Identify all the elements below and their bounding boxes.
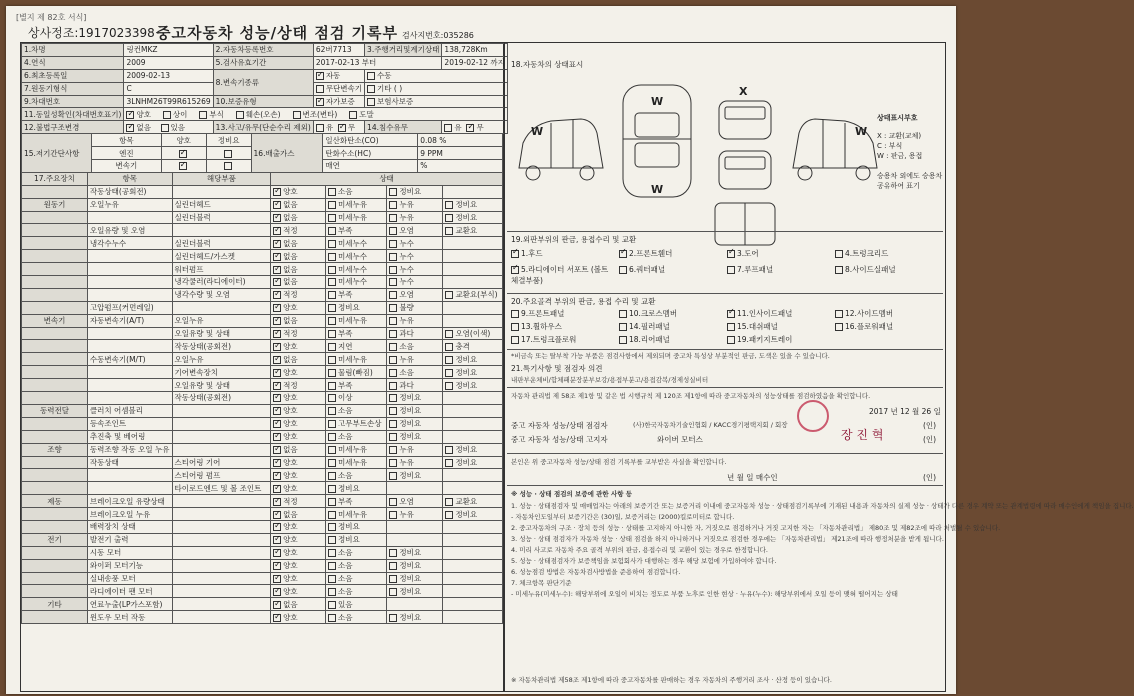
checkbox <box>328 394 336 402</box>
checkbox <box>273 601 281 609</box>
checkbox <box>328 317 336 325</box>
table-row: 윈도우 모터 작동 ✓ 양호 소음 정비요 <box>22 611 503 624</box>
receipt-section: 본인은 위 중고자동차 성능/상태 점검 기록부를 교부받은 사실을 확인합니다. 년 월 일 매수인 (인) <box>507 453 943 486</box>
table-row: 브레이크오일 누유 ✓ 없음 미세누유 누유 정비요 <box>22 508 503 521</box>
guide-item: 7. 체크항목 판단기준 <box>511 579 572 587</box>
checkbox <box>445 330 453 338</box>
checkbox <box>328 511 336 519</box>
checkbox <box>273 227 281 235</box>
checkbox <box>273 420 281 428</box>
checkbox <box>273 382 281 390</box>
table-row: 작동상태(공회전) ✓ 양호 이상 정비요 <box>22 392 503 405</box>
checkbox <box>389 446 397 454</box>
basic-row: 1.차명 링컨MKZ 2.자동차등록번호 62버7713 3.주행거리및계기상태 138,728Km <box>22 44 508 57</box>
checkbox <box>328 291 336 299</box>
checkbox <box>273 214 281 222</box>
checkbox <box>273 472 281 480</box>
basic-row: 7.원동기형식 C 무단변속기 기타 ( ) <box>22 82 508 95</box>
checkbox <box>445 343 453 351</box>
table-row: 실린더블럭 ✓ 없음 미세누유 누유 정비요 <box>22 211 503 224</box>
identity-row: 11.동일성확인(차대번호표기) ✓ 양호 상이 부식 훼손(오손) 변조(변타) 도말 <box>22 108 508 121</box>
mark-w: W <box>855 125 868 138</box>
table-row: 고압펌프(커먼레일) ✓ 양호 정비요 불량 <box>22 301 503 314</box>
checkbox <box>328 588 336 596</box>
checkbox <box>328 562 336 570</box>
checkbox <box>316 98 324 106</box>
checkbox <box>273 394 281 402</box>
checkbox <box>389 188 397 196</box>
signature-section: 자동차 관리법 제 58조 제1항 및 같은 법 시행규칙 제 120조 제1항에 따라 중고자동차의 성능상태를 점검하였음을 확인합니다. 2017 년 12 월 26 일 중고 자동차 성능/상태 점검자 (사)한국자동차기술인협회 / KACC경기평택지회 / 회장 중고 자동차 성능/상태 고지자 와이버 모터스 장 진 혁 (인) (인) <box>507 387 943 454</box>
summary-table: 15.저기간단사항 항목 양호 정비요 16.배출가스 일산화탄소(CO) 0.08 % 엔진 ✓ 탄화수소(HC) 9 PPM 변속기 ✓ 매연 % <box>21 133 503 173</box>
checkbox <box>445 214 453 222</box>
checkbox <box>328 343 336 351</box>
main-device-table: 17.주요장치 항목 해당부품 상태 작동상태(공회전) ✓ 양호 소음 정비요 원동기 오일누유 실린더헤드 ✓ 없음 미세누유 누유 정비요 실린더블럭 ✓ 없음 미세누유 누유 정비요 오일유량 및 오염 ✓ 적정 부족 오염 교환요 냉각수누수 실린더블럭 ✓ 없음 미세누수 누수 실린더헤드/가스켓 ✓ 없음 미세누수 누수 워터펌프 ✓ 없음 미세누수 누수 냉각쿨러(라디에이터) ✓ 없음 미세누수 누수 냉각수량 및 오염 ✓ 적정 부족 오염 교환요(부식) 고압펌프(커먼레일) ✓ 양호 정비요 불량 변속기 자동변속기(A/T) 오일누유 ✓ 없음 미세누유 누유 오일유량 및 상태 ✓ 적정 부족 과다 오염(이색) 작동상태(공회전) ✓ 양호 지연 소음 충격 수동변속기(M/T) 오일누유 ✓ 없음 미세누유 누유 정비요 기어변속장치 ✓ 양호 물림(빠짐) 소음 정비요 오일유량 및 상태 ✓ 적정 부족 과다 정비요 작동상태(공회전) ✓ 양호 이상 정비요 동력전달 클러치 어셈블리 ✓ 양호 소음 정비요 등속조인트 ✓ 양호 고무부트손상 정비요 추진축 및 베어링 ✓ 양호 소음 정비요 조향 동력조향 작동 오일 누유 ✓ 없음 미세누유 누유 정비요 작동상태 스티어링 기어 ✓ 양호 미세누유 누유 정비요 스티어링 펌프 ✓ 양호 소음 정비요 타이로드엔드 및 볼 조인트 ✓ 양호 정비요 제동 브레이크오일 유량상태 ✓ 적정 부족 오염 교환요 브레이크오일 누유 ✓ 없음 미세누유 누유 정비요 배력장치 상태 ✓ 양호 정비요 전기 발전기 출력 ✓ 양호 정비요 시동 모터 ✓ 양호 소음 정비요 와이퍼 모터기능 ✓ 양호 소음 정비요 실내송풍 모터 ✓ 양호 소음 정비요 라디에이터 팬 모터 ✓ 양호 소음 정비요 기타 연료누출(LP가스포함) ✓ 없음 있음 윈도우 모터 작동 ✓ 양호 소음 정비요 <box>21 172 503 624</box>
checkbox <box>389 214 397 222</box>
mark-w: W <box>531 125 544 138</box>
checkbox <box>389 356 397 364</box>
guide-section: ※ 성능 · 상태 점검의 보증에 관한 사항 등 1. 성능 · 상태점검자 및 매매업자는 아래의 보증기간 또는 보증거리 이내에 중고자동차 성능 · 상태점검기록부에 기재된 내용과 자동차의 실제 성능 · 상태가 다른 경우 계약 또는 관계법령에 따라 매수인에게 책임을 집니다. - 자동차인도일부터 보증기간은 (30)일, 보증거리는 (2000)킬로미터로 합니다. 2. 중고자동차의 구조 · 장치 등의 성능 · 상태를 고지하지 아니한 자, 거짓으로 점검하거나 거짓 고지한 자는 「자동차관리법」 제80조 및 제82조에 따라 처벌될 수 있습니다. 3. 성능 · 상태 점검자가 자동차 성능 · 상태 점검을 하지 아니하거나 거짓으로 점검한 경우에는 「자동차관리법」 제21조에 따라 행정처분을 받게 됩니다. 4. 미리 사고로 자동차 주요 골격 부위의 판금, 용접수리 및 교환이 있는 경우로 한정합니다. 5. 성능 · 상태점검자가 보증책임을 보험회사가 대행하는 경우 해당 보험에 가입하여야 합니다. 6. 성능점검 방법은 자동차검사방법을 준용하여 점검합니다. 7. 체크항목 판단기준 - 미세누유(미세누수): 해당부위에 오일이 비치는 정도로 부품 노후로 인한 현상 · 누유(누수): 해당부위에서 오일 등이 맺혀 떨어지는 상태 ※ 자동차관리법 제58조 제1항에 따라 중고자동차를 판매하는 경우 자동차의 주행거리 조사 · 산정 등이 있습니다. <box>507 485 943 692</box>
checkbox <box>273 498 281 506</box>
table-row: 동력전달 클러치 어셈블리 ✓ 양호 소음 정비요 <box>22 404 503 417</box>
checkbox <box>328 214 336 222</box>
checkbox <box>328 601 336 609</box>
table-row: 와이퍼 모터기능 ✓ 양호 소음 정비요 <box>22 559 503 572</box>
checkbox <box>273 266 281 274</box>
checkbox <box>389 498 397 506</box>
checkbox <box>273 343 281 351</box>
table-row: 냉각쿨러(라디에이터) ✓ 없음 미세누수 누수 <box>22 276 503 289</box>
checkbox <box>389 304 397 312</box>
table-row: 오일유량 및 상태 ✓ 적정 부족 과다 정비요 <box>22 379 503 392</box>
checkbox <box>445 201 453 209</box>
table-row: 기어변속장치 ✓ 양호 물림(빠짐) 소음 정비요 <box>22 366 503 379</box>
checkbox <box>389 511 397 519</box>
table-row: 기타 연료누출(LP가스포함) ✓ 없음 있음 <box>22 598 503 611</box>
checkbox <box>389 407 397 415</box>
table-row: 오일유량 및 상태 ✓ 적정 부족 과다 오염(이색) <box>22 327 503 340</box>
checkbox <box>273 562 281 570</box>
checkbox <box>389 369 397 377</box>
checkbox <box>389 278 397 286</box>
checkbox <box>389 382 397 390</box>
checkbox <box>328 446 336 454</box>
table-row: 배력장치 상태 ✓ 양호 정비요 <box>22 520 503 533</box>
table-row: 등속조인트 ✓ 양호 고무부트손상 정비요 <box>22 417 503 430</box>
table-row: 타이로드엔드 및 볼 조인트 ✓ 양호 정비요 <box>22 482 503 495</box>
official-seal <box>797 400 829 432</box>
date: 2017 년 12 월 26 일 <box>869 407 941 416</box>
checkbox <box>328 240 336 248</box>
right-panel <box>504 42 1134 692</box>
checkbox <box>328 420 336 428</box>
checkbox <box>445 498 453 506</box>
diagram-title: 18.자동차의 상태표시 <box>511 60 584 69</box>
table-row: 원동기 오일누유 실린더헤드 ✓ 없음 미세누유 누유 정비요 <box>22 198 503 211</box>
legend: 상태표시부호 X : 교환(교체) C : 부식 W : 판금, 용접 승용차 외에도 승용차 공유하여 표기 <box>877 114 943 190</box>
checkbox <box>273 523 281 531</box>
checkbox <box>273 407 281 415</box>
table-row: 오일유량 및 오염 ✓ 적정 부족 오염 교환요 <box>22 224 503 237</box>
checkbox <box>389 253 397 261</box>
checkbox <box>389 330 397 338</box>
inspection-form <box>6 6 1134 694</box>
checkbox <box>445 382 453 390</box>
table-row: 작동상태(공회전) ✓ 양호 지연 소음 충격 <box>22 340 503 353</box>
guide-item: 5. 성능 · 상태점검자가 보증책임을 보험회사가 대행하는 경우 해당 보험에 가입하여야 합니다. <box>511 557 777 565</box>
checkbox <box>445 446 453 454</box>
checkbox <box>328 407 336 415</box>
checkbox <box>273 549 281 557</box>
mark-w: W <box>651 95 664 108</box>
car-diagram <box>511 73 881 249</box>
mark-x: X <box>739 85 748 98</box>
basic-row: 9.차대번호 3LNHM26T99R615269 10.보증유형 ✓ 자가보증 보험사보증 <box>22 95 508 108</box>
table-row: 작동상태 스티어링 기어 ✓ 양호 미세누유 누유 정비요 <box>22 456 503 469</box>
table-row: 조향 동력조향 작동 오일 누유 ✓ 없음 미세누유 누유 정비요 <box>22 443 503 456</box>
checkbox <box>273 485 281 493</box>
checkbox <box>328 266 336 274</box>
checkbox <box>273 188 281 196</box>
checkbox <box>328 201 336 209</box>
cert-number: 검사지번호:035286 <box>402 31 474 40</box>
checkbox <box>273 369 281 377</box>
table-row: 워터펌프 ✓ 없음 미세누수 누수 <box>22 263 503 276</box>
checkbox <box>328 614 336 622</box>
checkbox <box>389 549 397 557</box>
guide-item: 4. 미리 사고로 자동차 주요 골격 부위의 판금, 용접수리 및 교환이 있는 경우로 한정합니다. <box>511 546 768 554</box>
checkbox <box>273 356 281 364</box>
checkbox <box>273 511 281 519</box>
modification-row: 12.불법구조변경 ✓ 없음 있음 13.사고/유무(단순수리 제외) 유 ✓ 무 14.침수유무 유 ✓ 무 <box>22 121 508 134</box>
checkbox <box>389 614 397 622</box>
table-row: 냉각수누수 실린더블럭 ✓ 없음 미세누수 누수 <box>22 237 503 250</box>
checkbox <box>389 266 397 274</box>
checkbox <box>273 459 281 467</box>
checkbox <box>273 317 281 325</box>
checkbox <box>389 343 397 351</box>
checkbox <box>328 575 336 583</box>
checkbox <box>273 614 281 622</box>
checkbox <box>328 278 336 286</box>
table-row: 추진축 및 베어링 ✓ 양호 소음 정비요 <box>22 430 503 443</box>
checkbox <box>273 291 281 299</box>
checkbox <box>316 72 324 80</box>
checkbox <box>273 433 281 441</box>
checkbox <box>273 240 281 248</box>
checkbox <box>328 459 336 467</box>
checkbox <box>273 446 281 454</box>
checkbox <box>389 433 397 441</box>
checkbox <box>389 317 397 325</box>
checkbox <box>389 201 397 209</box>
left-panel <box>20 42 504 692</box>
checkbox <box>445 291 453 299</box>
checkbox <box>367 85 375 93</box>
checkbox <box>273 536 281 544</box>
checkbox <box>389 472 397 480</box>
checkbox <box>389 562 397 570</box>
table-row: 수동변속기(M/T) 오일누유 ✓ 없음 미세누유 누유 정비요 <box>22 353 503 366</box>
checkbox <box>445 227 453 235</box>
checkbox <box>328 485 336 493</box>
checkbox <box>389 588 397 596</box>
checkbox <box>273 588 281 596</box>
table-row: 실내송풍 모터 ✓ 양호 소음 정비요 <box>22 572 503 585</box>
checkbox <box>389 459 397 467</box>
guide-item: - 미세누유(미세누수): 해당부위에 오일이 비치는 정도로 부품 노후로 인한 현상 · 누유(누수): 해당부위에서 오일 등이 맺혀 떨어지는 상태 <box>511 590 898 598</box>
table-row: 전기 발전기 출력 ✓ 양호 정비요 <box>22 533 503 546</box>
checkbox <box>389 291 397 299</box>
checkbox <box>328 369 336 377</box>
checkbox <box>389 240 397 248</box>
guide-item: 1. 성능 · 상태점검자 및 매매업자는 아래의 보증기간 또는 보증거리 이내에 중고자동차 성능 · 상태점검기록부에 기재된 내용과 자동차의 실제 성능 · 상태가 다른 경우 계약 또는 관계법령에 따라 매수인에게 책임을 집니다. <box>511 502 1134 510</box>
section-20: 20.주요골격 부위의 판금, 용접 수리 및 교환 9.프론트패널 10.크로스멤버 ✓ 11.인사이드패널 12.사이드멤버 13.휠하우스 14.필러패널 15.대쉬패널 16.플로워패널 17.트렁크플로워 18.리어패널 19.패키지트레이 <box>507 293 943 350</box>
checkbox <box>328 356 336 364</box>
checkbox <box>328 382 336 390</box>
guide-item: 6. 성능점검 방법은 자동차검사방법을 준용하여 점검합니다. <box>511 568 681 576</box>
checkbox <box>328 188 336 196</box>
checkbox <box>328 227 336 235</box>
checkbox <box>389 227 397 235</box>
checkbox <box>328 498 336 506</box>
checkbox <box>328 536 336 544</box>
form-number: [별지 제 82호 서식] <box>16 13 87 22</box>
checkbox <box>273 330 281 338</box>
checkbox <box>328 433 336 441</box>
table-row: 작동상태(공회전) ✓ 양호 소음 정비요 <box>22 185 503 198</box>
checkbox <box>316 85 324 93</box>
table-row: 제동 브레이크오일 유량상태 ✓ 적정 부족 오염 교환요 <box>22 495 503 508</box>
checkbox <box>445 459 453 467</box>
basic-row: 4.연식 2009 5.검사유효기간 2017-02-13 부터 2019-02-12 까지 <box>22 56 508 69</box>
guide-item: 2. 중고자동차의 구조 · 장치 등의 성능 · 상태를 고지하지 아니한 자, 거짓으로 점검하거나 거짓 고지한 자는 「자동차관리법」 제80조 및 제82조에 따라 처벌될 수 있습니다. <box>511 524 1001 532</box>
table-row: 변속기 자동변속기(A/T) 오일누유 ✓ 없음 미세누유 누유 <box>22 314 503 327</box>
mark-w: W <box>651 183 664 196</box>
basic-row: 6.최초등록일 2009-02-13 8.변속기종류 ✓자동 수동 <box>22 69 508 82</box>
table-row: 라디에이터 팬 모터 ✓ 양호 소음 정비요 <box>22 585 503 598</box>
page-title: 중고자동차 성능/상태 점검 기록부 <box>156 24 399 42</box>
table-row: 냉각수량 및 오염 ✓ 적정 부족 오염 교환요(부식) <box>22 288 503 301</box>
checkbox <box>389 394 397 402</box>
checkbox <box>328 523 336 531</box>
table-row: 스티어링 펌프 ✓ 양호 소음 정비요 <box>22 469 503 482</box>
checkbox <box>328 549 336 557</box>
checkbox <box>389 420 397 428</box>
table-row: 시동 모터 ✓ 양호 소음 정비요 <box>22 546 503 559</box>
checkbox <box>273 304 281 312</box>
checkbox <box>328 253 336 261</box>
checkbox <box>328 330 336 338</box>
checkbox <box>445 511 453 519</box>
serial-number: 상사정조:1917023398 <box>28 26 155 40</box>
section-21: *비금속 또는 탈부착 가능 부품은 점검사항에서 제외되며 중고차 특성상 부분적인 판금, 도색은 있을 수 있습니다. 21.특기사항 및 점검자 의견 내판부운체비/합체패분장분부보강/용접부분고/용접감복/경제성실비터 <box>507 349 943 428</box>
guide-item: - 자동차인도일부터 보증기간은 (30)일, 보증거리는 (2000)킬로미터로 합니다. <box>511 513 735 521</box>
checkbox <box>328 304 336 312</box>
section-19: 19.외판부위의 판금, 용접수리 및 교환 ✓1.후드 ✓ 2.프론트휀더 ✓ 3.도어 4.트렁크리드 ✓5.라디에이터 서포트 (볼트체결부품) 6.쿼터패널 7.루프패널 8.사이드실패널 <box>507 231 943 294</box>
checkbox <box>273 201 281 209</box>
basic-info-table <box>21 43 508 134</box>
signer-name: 장 진 혁 <box>841 428 884 442</box>
checkbox <box>445 356 453 364</box>
table-row: 실린더헤드/가스켓 ✓ 없음 미세누수 누수 <box>22 250 503 263</box>
checkbox <box>445 369 453 377</box>
checkbox <box>273 278 281 286</box>
checkbox <box>389 575 397 583</box>
checkbox <box>367 98 375 106</box>
checkbox <box>273 253 281 261</box>
checkbox <box>273 575 281 583</box>
checkbox <box>328 472 336 480</box>
checkbox <box>367 72 375 80</box>
guide-item: 3. 성능 · 상태 점검자가 자동차 성능 · 상태 점검을 하지 아니하거나 거짓으로 점검한 경우에는 「자동차관리법」 제21조에 따라 행정처분을 받게 됩니다. <box>511 535 944 543</box>
